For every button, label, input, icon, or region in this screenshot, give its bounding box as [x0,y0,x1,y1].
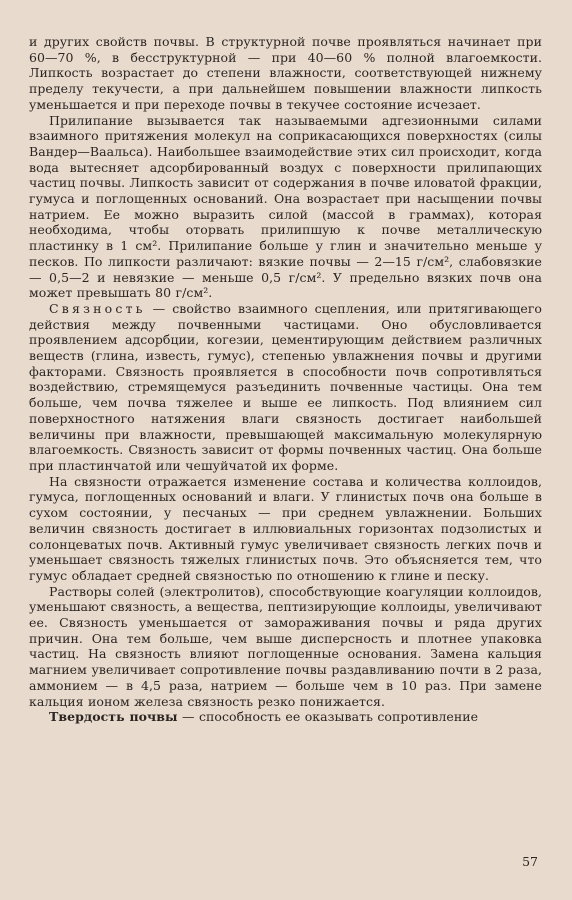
page-number: 57 [522,854,538,869]
term-hardness: Твердость почвы [49,709,178,725]
page-text [29,34,542,725]
paragraph-text: На связности отражается изменение состава и количества коллоидов, гумуса, поглощенных оснований и влаги. У глинистых почв она больше в сухом состоянии, у песчаных — при среднем увлажнении. Больших величин связность достигает в иллювиальных горизонтах подзолистых и солонцеватых почв. Активный гумус увеличивает связность легких почв и уменьшает связность тяжелых глинистых почв. Это объясняется тем, что гумус обладает средней связностью по отношению к глине и песку. [29,473,542,583]
paragraph-text: и других свойств почвы. В структурной почве проявляться начинает при 60—70 %, в бесструктурной — при 40—60 % полной влагоемкости. Липкость возрастает до степени влажности, соответствующей нижнему пределу текучести, а при дальнейшем повышении влажности липкость уменьшается и при переходе почвы в текучее состояние исчезает. [29,34,542,112]
term-cohesion: Связность [49,300,146,316]
paragraph-text: Прилипание вызывается так называемыми адгезионными силами взаимного притяжения молекул на соприкасающихся поверхностях (силы Вандер—Ваальса). Наибольшее взаимодействие этих сил происходит, когда вода вытесняет адсорбированный воздух с поверхности прилипающих частиц почвы. Липкость зависит от содержания в почве иловатой фракции, гумуса и поглощенных оснований. Она возрастает при насыщении почвы натрием. Ее можно выразить силой (массой в граммах), которая необходима, чтобы оторвать прилипшую к почве металлическую пластинку в 1 см². Прилипание больше у глин и значительно меньше у песков. По липкости различают: вязкие почвы — 2—15 г/см², слабовязкие — 0,5—2 и невязкие — меньше 0,5 г/см². У предельно вязких почв она может превышать 80 г/см². [29,112,542,301]
paragraph-text: — способность ее оказывать сопротивление [177,709,479,725]
paragraph-adhesion [29,113,542,301]
paragraph-hardness-start [29,709,542,725]
paragraph-salt-solutions [29,584,542,710]
paragraph-cohesion-definition [29,301,542,474]
paragraph-text: — свойство взаимного сцепления, или притягивающего действия между почвенными частицами. Оно обусловливается проявлением адсорбции, когезии, цементирующим действием различных веществ (глина, известь, гумус), степенью увлажнения почвы и другими факторами. Связность проявляется в способности почв сопротивляться воздействию, стремящемуся разъединить почвенные частицы. Она тем больше, чем почва тяжелее и выше ее липкость. Под влиянием сил поверхностного натяжения влаги связность достигает наибольшей величины при влажности, превышающей максимальную молекулярную влагоемкость. Связность зависит от формы почвенных частиц. Она больше при пластинчатой или чешуйчатой их форме. [29,300,542,473]
paragraph-text: Растворы солей (электролитов), способствующие коагуляции коллоидов, уменьшают связность, а вещества, пептизирующие коллоиды, увеличивают ее. Связность уменьшается от замораживания почвы и ряда других причин. Она тем больше, чем выше дисперсность и плотнее упаковка частиц. На связность влияют поглощенные основания. Замена кальция магнием увеличивает сопротивление почвы раздавливанию почти в 2 раза, аммонием — в 4,5 раза, натрием — больше чем в 10 раз. При замене кальция ионом железа связность резко понижается. [29,583,542,709]
paragraph-soil-stickiness-continuation [29,34,542,113]
paragraph-cohesion-factors [29,474,542,584]
